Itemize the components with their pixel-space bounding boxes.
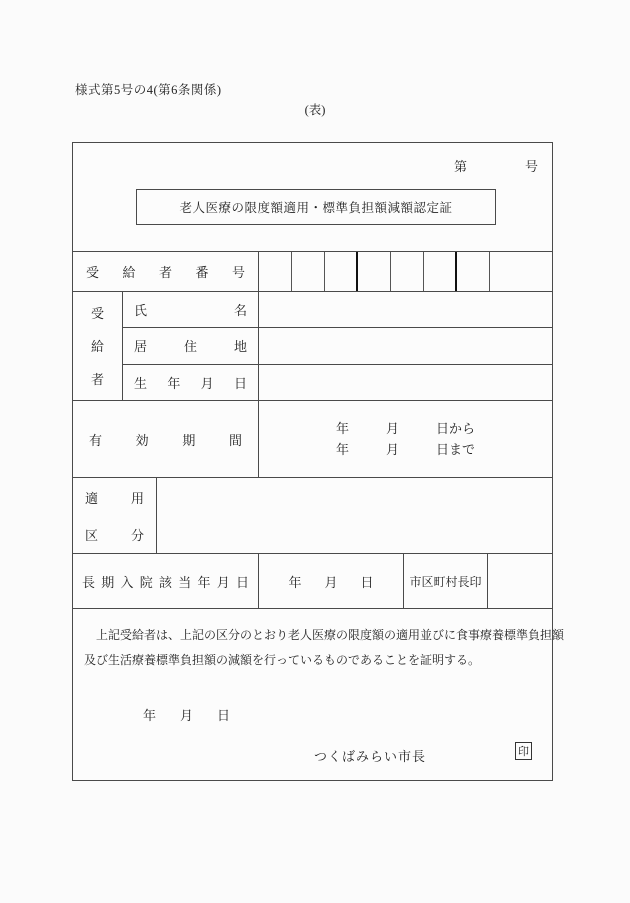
application-category-label: 適 用 区 分 [73, 478, 157, 553]
certificate-title-box [136, 189, 496, 225]
recipient-number-cell-3 [325, 252, 358, 291]
residence-row [123, 327, 552, 363]
certificate-title: 老人医療の限度額適用・標準負担額減額認定証 [179, 201, 453, 215]
certificate-number-line [454, 156, 538, 175]
mayor-seal-label-cell: 市区町村長印 [404, 554, 488, 608]
name-row [123, 292, 552, 327]
recipient-number-row [73, 251, 552, 291]
validity-from-line: 年 月 日から [335, 421, 476, 436]
recipient-section [73, 291, 552, 400]
long-term-filler-cell [488, 554, 552, 608]
side-indicator: (表) [304, 103, 326, 117]
name-label: 氏 名 [123, 292, 259, 327]
recipient-section-label: 受 給 者 [73, 292, 123, 400]
recipient-number-filler [490, 252, 552, 291]
long-term-hospitalization-row [73, 553, 552, 608]
form-code: 様式第5号の4(第6条関係) [75, 83, 222, 97]
long-term-date-cell: 年 月 日 [259, 554, 404, 608]
application-category-row [73, 477, 552, 553]
recipient-number-cell-1 [259, 252, 292, 291]
certificate-number-suffix: 号 [524, 159, 538, 174]
seal-mark: 印 [518, 746, 529, 758]
recipient-number-cell-5 [391, 252, 424, 291]
seal-box [515, 742, 532, 760]
birthdate-label: 生 年 月 日 [123, 365, 259, 400]
certificate-number-prefix: 第 [454, 159, 468, 174]
residence-value-field [259, 328, 552, 363]
mayor-name: つくばみらい市長 [314, 749, 427, 764]
application-category-value-field [157, 478, 552, 553]
validity-period-row [73, 400, 552, 477]
residence-label: 居 住 地 [123, 328, 259, 363]
recipient-number-label: 受 給 者 番 号 [73, 252, 259, 291]
validity-period-value [259, 401, 552, 477]
recipient-subrows [123, 292, 552, 400]
recipient-number-cell-2 [292, 252, 325, 291]
certificate-form [72, 142, 565, 781]
certification-text-line-2: 及び生活療養標準負担額の減額を行っているものであることを証明する。 [84, 653, 481, 667]
birthdate-value-field [259, 365, 552, 400]
certification-text [84, 623, 565, 673]
certification-date-line: 年 月 日 [143, 708, 231, 723]
name-value-field [259, 292, 552, 327]
validity-to-line: 年 月 日まで [335, 442, 476, 457]
birthdate-row [123, 364, 552, 400]
form-header [73, 143, 552, 251]
recipient-number-cell-7 [457, 252, 490, 291]
validity-period-label: 有 効 期 間 [73, 401, 259, 477]
recipient-number-cell-6 [424, 252, 457, 291]
long-term-label: 長 期 入 院 該 当 年 月 日 [73, 554, 259, 608]
certification-zone [73, 608, 565, 780]
recipient-number-cell-4 [358, 252, 391, 291]
certification-text-line-1: 上記受給者は、上記の区分のとおり老人医療の限度額の適用並びに食事療養標準負担額 [84, 628, 565, 642]
